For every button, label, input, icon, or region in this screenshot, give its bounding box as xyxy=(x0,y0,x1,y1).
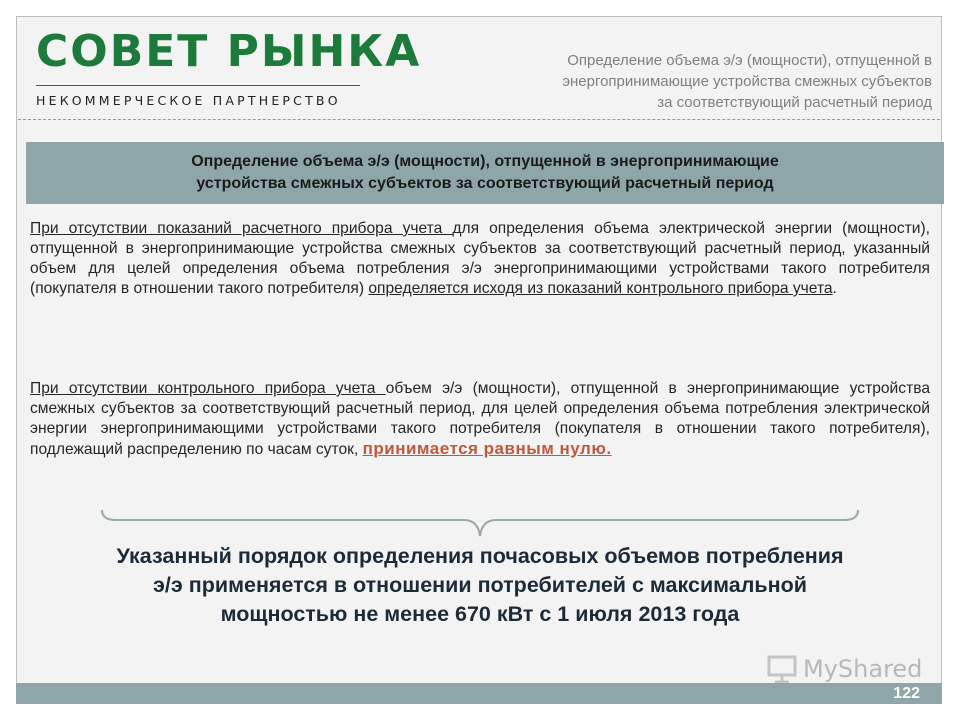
paragraph-1-text: для определения объема электрической энергии (мощности), отпущенной в энергопринимающие устройства смежных субъектов за соответствующий расчетный период, указанный объем для целей определения объема потребления э/э энергопринимающими устройствами такого потребителя (покупателя в отношении такого потребителя) xyxy=(30,220,930,297)
curly-brace-icon xyxy=(100,506,860,542)
paragraph-2 xyxy=(30,379,930,460)
paragraph-1-end: . xyxy=(832,280,837,297)
paragraph-2-lead: При отсутствии контрольного прибора учета xyxy=(30,380,386,397)
paragraph-1-lead: При отсутствии показаний расчетного прибора учета xyxy=(30,220,453,237)
logo-subtitle: НЕКОММЕРЧЕСКОЕ ПАРТНЕРСТВО xyxy=(36,93,341,108)
footer-bar xyxy=(16,683,942,704)
paragraph-1 xyxy=(30,219,930,299)
conclusion-line-1: Указанный порядок определения почасовых объемов потребления xyxy=(116,544,844,568)
header-title-line-1: Определение объема э/э (мощности), отпущенной в xyxy=(567,52,932,69)
logo-divider xyxy=(36,85,360,86)
watermark xyxy=(767,655,922,683)
header-title xyxy=(412,50,932,113)
banner-line-1: Определение объема э/э (мощности), отпущенной в энергопринимающие xyxy=(191,153,779,170)
conclusion-line-3: мощностью не менее 670 кВт с 1 июля 2013 года xyxy=(220,602,740,626)
logo-name: СОВЕТ РЫНКА xyxy=(36,26,422,77)
header-divider xyxy=(18,119,940,120)
paragraph-2-emphasis: принимается равным нулю. xyxy=(362,439,612,458)
header-title-line-3: за соответствующий расчетный период xyxy=(657,94,932,111)
section-banner xyxy=(26,142,944,204)
header-title-line-2: энергопринимающие устройства смежных субъектов xyxy=(562,73,932,90)
banner-title xyxy=(85,151,885,195)
banner-line-2: устройства смежных субъектов за соответствующий расчетный период xyxy=(196,175,774,192)
watermark-text: MyShared xyxy=(803,655,923,683)
conclusion xyxy=(30,542,930,629)
conclusion-line-2: э/э применяется в отношении потребителей с максимальной xyxy=(153,573,807,597)
paragraph-2-text: объем э/э (мощности), отпущенной в энергопринимающие устройства смежных субъектов за соответствующий расчетный период, для целей определения объема потребления электрической энергии энергопринимающими устройствами такого потребителя (покупателя в отношении такого потребителя), подлежащий распределению по часам суток, xyxy=(30,380,930,458)
presentation-icon xyxy=(767,655,797,683)
paragraph-1-emphasis: определяется исходя из показаний контрольного прибора учета xyxy=(368,280,833,297)
page-number: 122 xyxy=(893,685,920,702)
